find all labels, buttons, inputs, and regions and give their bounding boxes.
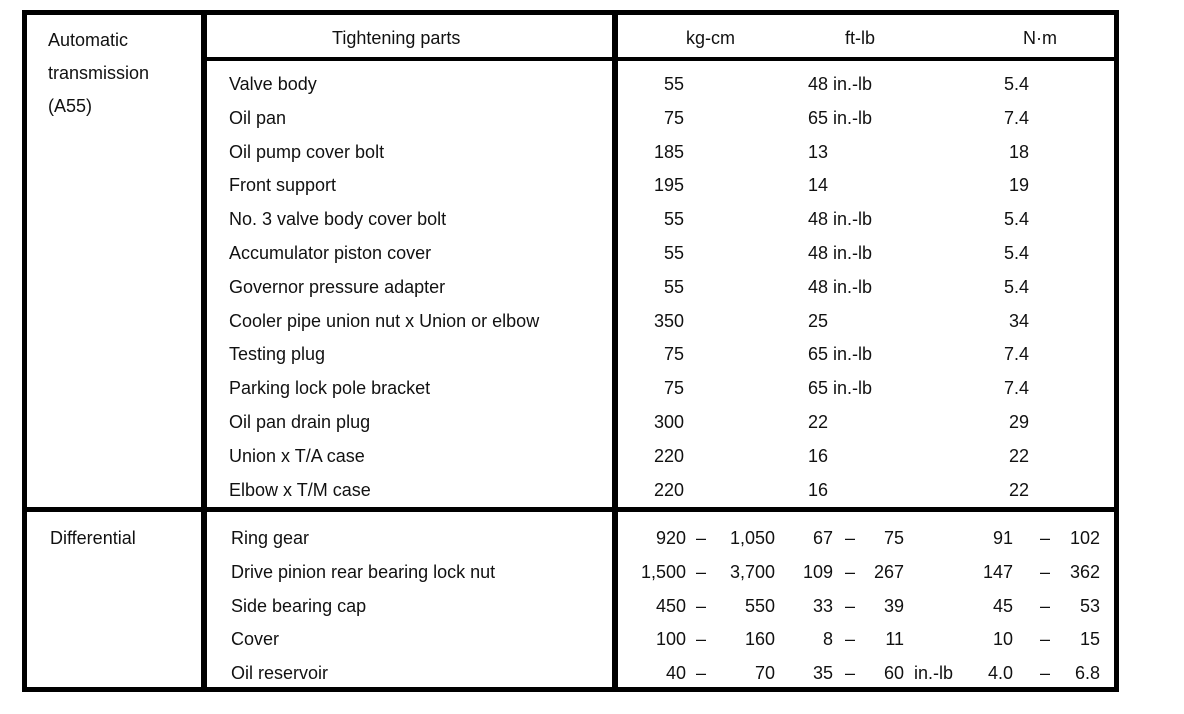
ft-lb-value: 16 — [808, 445, 829, 466]
table-row — [0, 169, 1184, 203]
range-dash: – — [696, 595, 707, 616]
kg-cm-max: 160 — [744, 629, 775, 650]
nm-value: 29 — [1008, 412, 1029, 432]
kg-cm-min: 40 — [665, 663, 686, 684]
ft-lb-value: 14 — [808, 175, 829, 196]
range-dash: – — [696, 629, 707, 650]
part-name: Cover — [231, 629, 280, 650]
nm-value: 5.4 — [1003, 74, 1029, 94]
ft-lb-value: 22 — [808, 412, 829, 432]
kg-cm-max: 3,700 — [729, 561, 775, 582]
kg-cm-value: 75 — [663, 107, 684, 128]
header-kg-cm: kg-cm — [686, 28, 735, 48]
ft-lb-unit: in.-lb — [914, 663, 954, 684]
table-row — [0, 657, 1184, 691]
kg-cm-value: 55 — [663, 243, 684, 263]
ft-lb-min: 35 — [812, 663, 833, 684]
part-name: Cooler pipe union nut x Union or elbow — [229, 310, 540, 331]
ft-lb-max: 11 — [885, 629, 904, 650]
nm-value: 22 — [1008, 445, 1029, 466]
table-row — [0, 440, 1184, 474]
kg-cm-min: 1,500 — [640, 561, 686, 582]
range-dash: – — [845, 629, 856, 650]
kg-cm-min: 100 — [655, 629, 686, 650]
kg-cm-max: 1,050 — [729, 528, 775, 548]
nm-value: 34 — [1008, 310, 1029, 331]
ft-lb-min: 33 — [812, 595, 833, 616]
ft-lb-value: 16 — [808, 479, 829, 500]
group-name-line: Automatic — [48, 30, 129, 50]
ft-lb-value: 65 in.-lb — [808, 344, 873, 365]
ft-lb-max: 267 — [873, 561, 904, 582]
kg-cm-min: 920 — [655, 528, 686, 548]
table-row — [0, 305, 1184, 339]
part-name: Front support — [229, 175, 337, 196]
ft-lb-value: 48 in.-lb — [808, 74, 873, 94]
part-name: Oil pan drain plug — [229, 412, 371, 432]
nm-value: 5.4 — [1003, 276, 1029, 297]
part-name: Parking lock pole bracket — [229, 378, 431, 399]
table-row — [0, 372, 1184, 406]
nm-max: 53 — [1079, 595, 1100, 616]
kg-cm-value: 75 — [663, 378, 684, 399]
ft-lb-min: 109 — [802, 561, 833, 582]
ft-lb-value: 25 — [808, 310, 829, 331]
header-ft-lb: ft-lb — [845, 28, 876, 48]
ft-lb-min: 8 — [822, 629, 833, 650]
range-dash: – — [845, 528, 856, 548]
ft-lb-max: 75 — [883, 528, 904, 548]
table-row — [0, 237, 1184, 271]
kg-cm-value: 220 — [653, 445, 684, 466]
part-name: Side bearing cap — [231, 595, 367, 616]
range-dash: – — [845, 561, 856, 582]
part-name: Drive pinion rear bearing lock nut — [231, 561, 496, 582]
ft-lb-value: 65 in.-lb — [808, 378, 873, 399]
kg-cm-value: 300 — [653, 412, 684, 432]
nm-value: 18 — [1008, 141, 1029, 162]
range-dash: – — [1040, 528, 1051, 548]
table-row — [0, 623, 1184, 657]
nm-value: 19 — [1008, 175, 1029, 196]
nm-value: 5.4 — [1003, 209, 1029, 230]
part-name: Testing plug — [229, 344, 326, 365]
range-dash: – — [1040, 629, 1051, 650]
nm-min: 91 — [992, 528, 1013, 548]
ft-lb-value: 48 in.-lb — [808, 276, 873, 297]
table-row — [0, 68, 1184, 102]
group-name-line: transmission — [48, 63, 150, 83]
kg-cm-value: 195 — [653, 175, 684, 196]
nm-min: 45 — [992, 595, 1013, 616]
kg-cm-max: 70 — [754, 663, 775, 684]
kg-cm-value: 75 — [663, 344, 684, 365]
table-row — [0, 590, 1184, 624]
ft-lb-max: 39 — [883, 595, 904, 616]
kg-cm-min: 450 — [655, 595, 686, 616]
ft-lb-value: 48 in.-lb — [808, 209, 873, 230]
range-dash: – — [845, 595, 856, 616]
nm-min: 4.0 — [987, 663, 1013, 684]
table-row — [0, 522, 1184, 556]
ft-lb-max: 60 — [883, 663, 904, 684]
group-divider — [22, 507, 1119, 512]
group-name-line: (A55) — [48, 96, 93, 116]
part-name: No. 3 valve body cover bolt — [229, 209, 447, 230]
nm-value: 7.4 — [1003, 107, 1029, 128]
ft-lb-min: 67 — [812, 528, 833, 548]
part-name: Union x T/A case — [229, 445, 365, 466]
table-row — [0, 271, 1184, 305]
group-name-line: Differential — [50, 528, 136, 548]
range-dash: – — [1040, 595, 1051, 616]
ft-lb-value: 65 in.-lb — [808, 107, 873, 128]
header-divider — [204, 57, 1116, 61]
table-row — [0, 338, 1184, 372]
table-row — [0, 136, 1184, 170]
ft-lb-value: 13 — [808, 141, 829, 162]
nm-max: 362 — [1069, 561, 1100, 582]
part-name: Accumulator piston cover — [229, 243, 432, 263]
kg-cm-value: 55 — [663, 276, 684, 297]
table-row — [0, 203, 1184, 237]
table-row — [0, 474, 1184, 508]
range-dash: – — [1040, 561, 1051, 582]
nm-max: 102 — [1069, 528, 1100, 548]
range-dash: – — [696, 561, 707, 582]
header-nm: N·m — [1023, 28, 1057, 48]
nm-max: 6.8 — [1074, 663, 1100, 684]
kg-cm-value: 185 — [653, 141, 684, 162]
nm-value: 22 — [1008, 479, 1029, 500]
nm-min: 147 — [982, 561, 1013, 582]
part-name: Ring gear — [231, 528, 310, 548]
kg-cm-max: 550 — [744, 595, 775, 616]
kg-cm-value: 220 — [653, 479, 684, 500]
table-row — [0, 556, 1184, 590]
range-dash: – — [696, 663, 707, 684]
header-tightening-parts: Tightening parts — [332, 28, 461, 48]
table-row — [0, 102, 1184, 136]
range-dash: – — [696, 528, 707, 548]
part-name: Oil reservoir — [231, 663, 329, 684]
part-name: Governor pressure adapter — [229, 276, 446, 297]
nm-min: 10 — [992, 629, 1013, 650]
nm-value: 7.4 — [1003, 344, 1029, 365]
range-dash: – — [845, 663, 856, 684]
nm-max: 15 — [1079, 629, 1100, 650]
kg-cm-value: 55 — [663, 74, 684, 94]
part-name: Valve body — [229, 74, 317, 94]
ft-lb-value: 48 in.-lb — [808, 243, 873, 263]
kg-cm-value: 55 — [663, 209, 684, 230]
nm-value: 5.4 — [1003, 243, 1029, 263]
part-name: Elbow x T/M case — [229, 479, 371, 500]
table-row — [0, 406, 1184, 440]
nm-value: 7.4 — [1003, 378, 1029, 399]
part-name: Oil pump cover bolt — [229, 141, 385, 162]
kg-cm-value: 350 — [653, 310, 684, 331]
part-name: Oil pan — [229, 107, 287, 128]
range-dash: – — [1040, 663, 1051, 684]
